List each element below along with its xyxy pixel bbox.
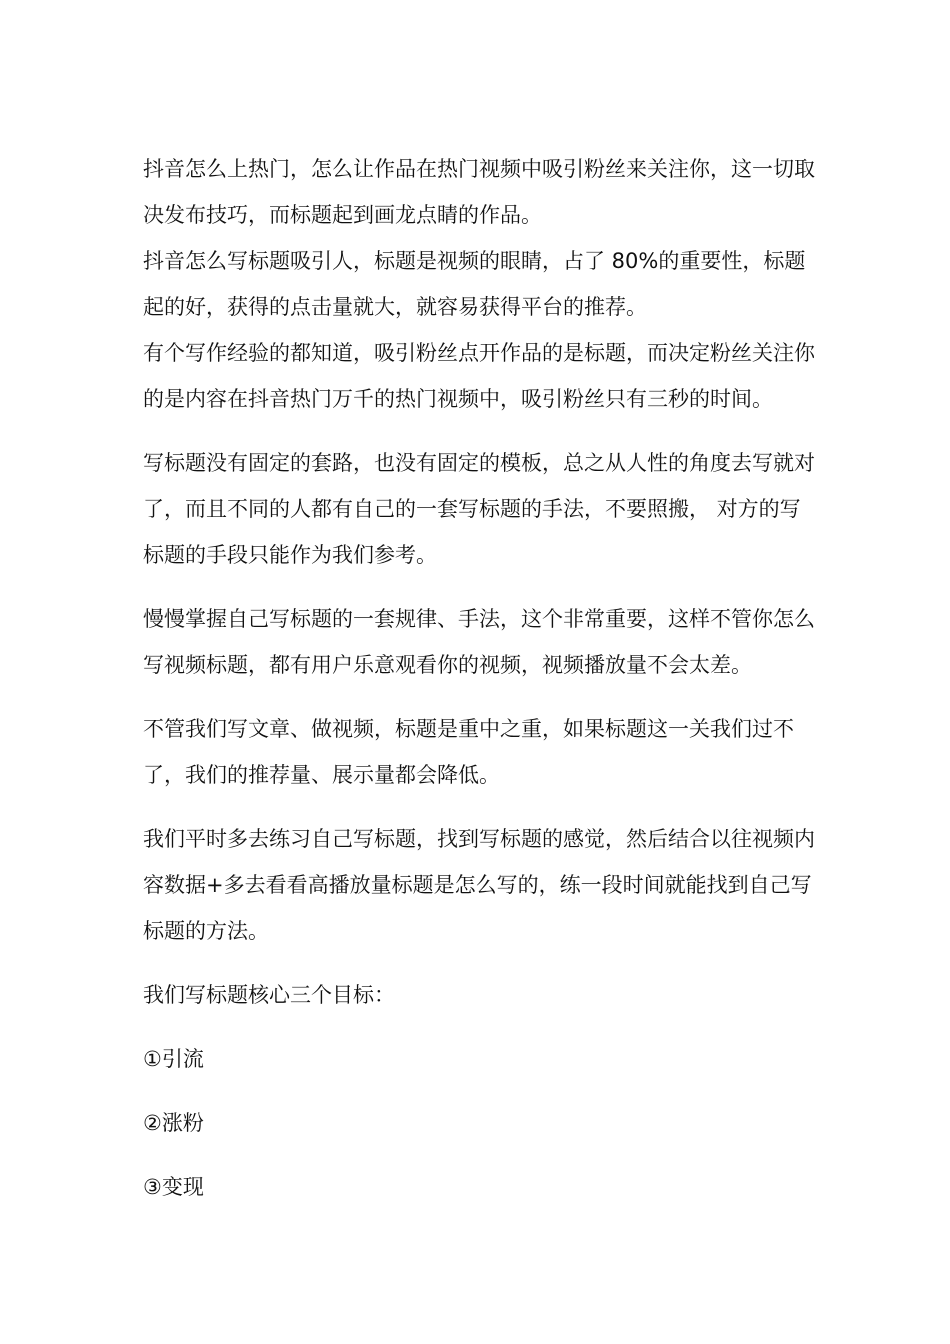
document-body bbox=[143, 146, 819, 1210]
list-item-1: ①引流 bbox=[143, 1047, 204, 1071]
paragraph-3: 有个写作经验的都知道，吸引粉丝点开作品的是标题，而决定粉丝关注你的是内容在抖音热门万千的热门视频中，吸引粉丝只有三秒的时间。 bbox=[143, 341, 815, 411]
paragraph-7: 我们平时多去练习自己写标题，找到写标题的感觉，然后结合以往视频内容数据+多去看看高播放量标题是怎么写的，练一段时间就能找到自己写标题的方法。 bbox=[143, 827, 815, 943]
paragraph-2: 抖音怎么写标题吸引人，标题是视频的眼睛，占了 80%的重要性，标题起的好，获得的点击量就大，就容易获得平台的推荐。 bbox=[143, 249, 806, 319]
list-item-2: ②涨粉 bbox=[143, 1111, 204, 1135]
paragraph-5: 慢慢掌握自己写标题的一套规律、手法，这个非常重要，这样不管你怎么写视频标题，都有用户乐意观看你的视频，视频播放量不会太差。 bbox=[143, 607, 815, 677]
paragraph-4: 写标题没有固定的套路，也没有固定的模板，总之从人性的角度去写就对了，而且不同的人都有自己的一套写标题的手法，不要照搬， 对方的写标题的手段只能作为我们参考。 bbox=[143, 451, 815, 567]
paragraph-8: 我们写标题核心三个目标： bbox=[143, 983, 395, 1007]
list-item-3: ③变现 bbox=[143, 1175, 204, 1199]
paragraph-1: 抖音怎么上热门，怎么让作品在热门视频中吸引粉丝来关注你，这一切取决发布技巧，而标题起到画龙点睛的作品。 bbox=[143, 157, 815, 227]
paragraph-6: 不管我们写文章、做视频，标题是重中之重，如果标题这一关我们过不了，我们的推荐量、展示量都会降低。 bbox=[143, 717, 794, 787]
